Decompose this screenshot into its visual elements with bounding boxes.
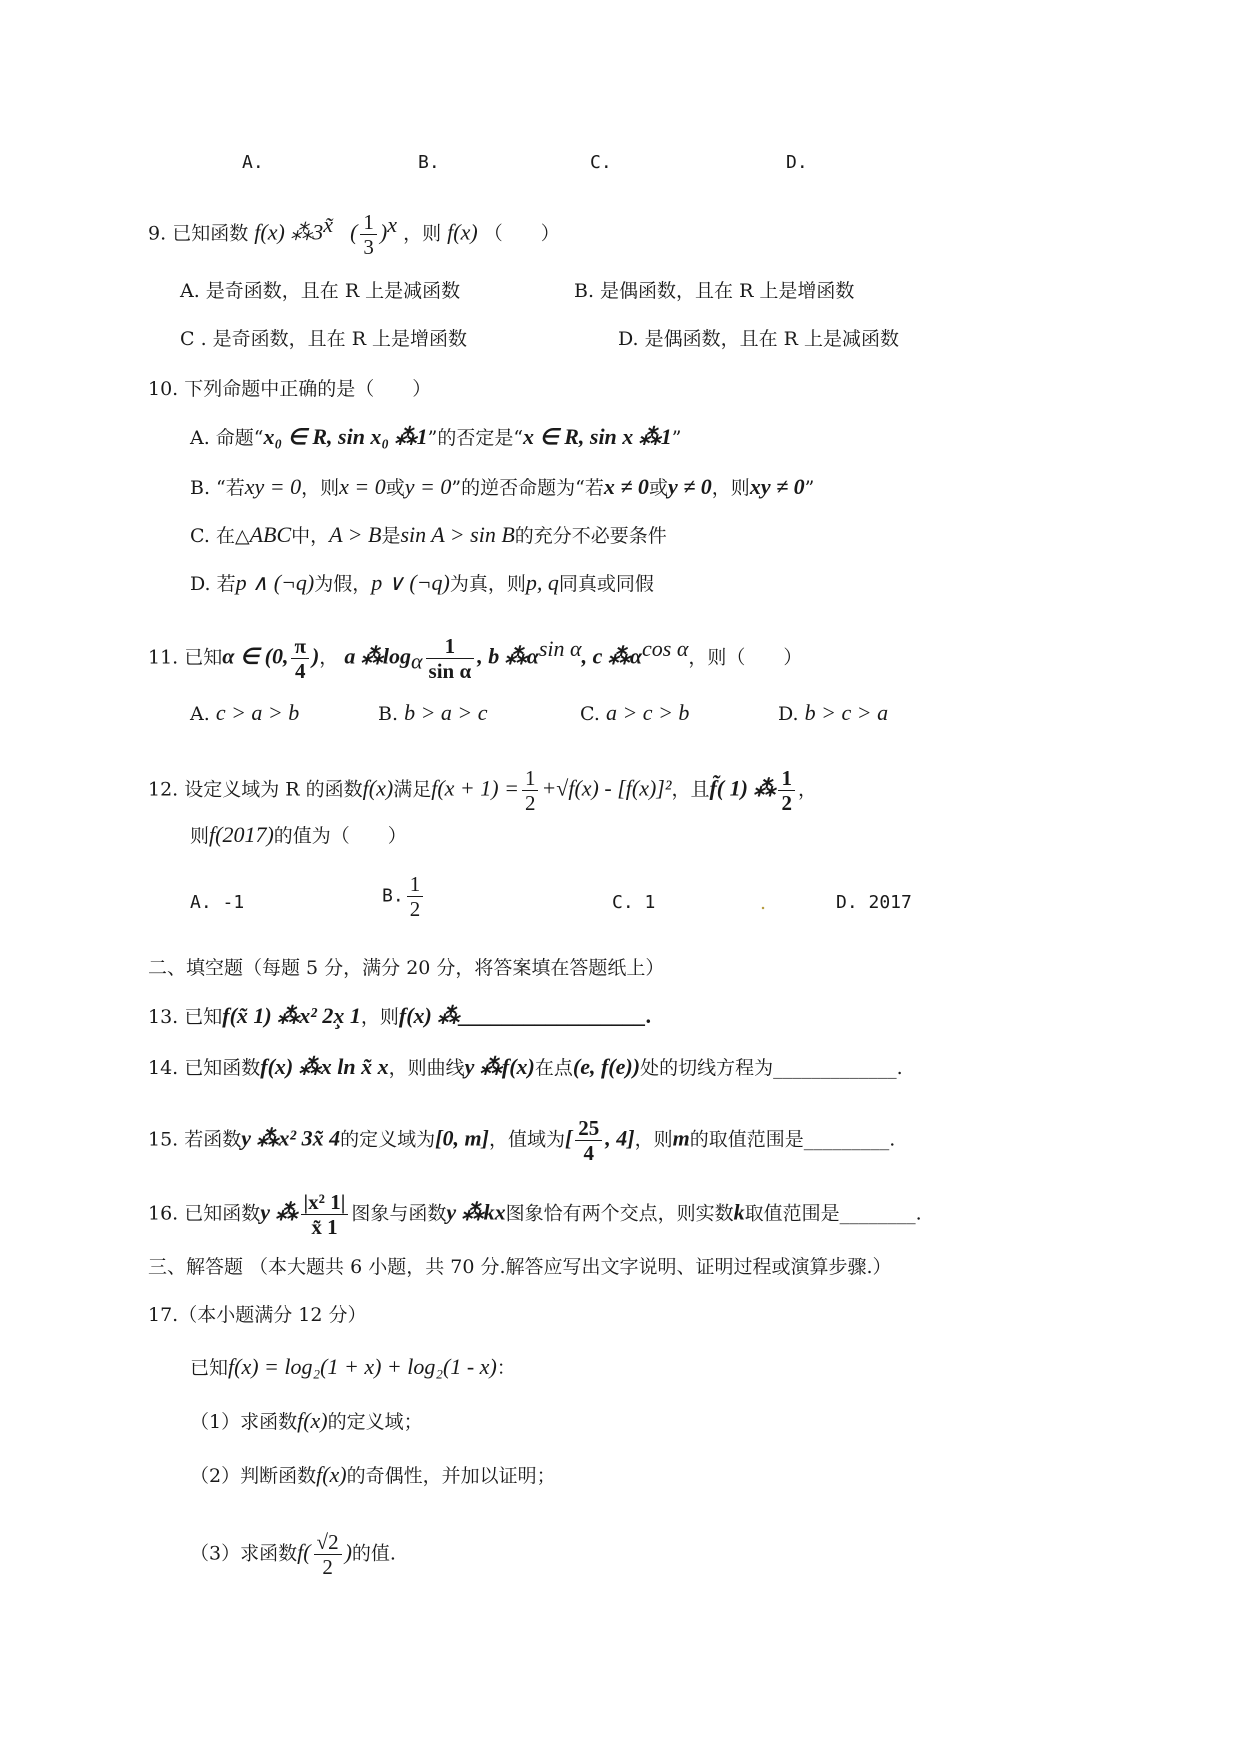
q12-option-b-fraction: $\frac{1}{2}$ [407, 872, 424, 921]
q9-stem-text: 已知函数 [172, 222, 249, 245]
q9-number: 9. [148, 222, 167, 245]
q9-option-d: D. 是偶函数，且在 R 上是减函数 [618, 328, 900, 350]
q17-part3: （3）求函数f( $\frac{√2}{2}$ )的值. [190, 1530, 396, 1579]
q14: 14. 已知函数f(x) ⁂x ln x̃ x，则曲线y ⁂f(x)在点(e, f(e))处的切线方程为_____________. [148, 1054, 903, 1079]
q14-answer-blank[interactable]: _____________. [773, 1057, 903, 1079]
q17-header: 17.（本小题满分 12 分） [148, 1304, 367, 1326]
q13: 13. 已知f(x̃ 1) ⁂x² 2x̧ 1，则f(x) ⁂_________________. [148, 1003, 652, 1028]
q9-option-c: C . 是奇函数，且在 R 上是增函数 [180, 328, 468, 350]
q9-exp: x̃ [323, 212, 334, 238]
q9-option-a: A. 是奇函数，且在 R 上是减函数 [180, 280, 461, 302]
q10-a-math1: x₀ ∈ R, sin x₀ ⁂1 [263, 424, 428, 449]
q11-log-fraction: $\frac{1}{\text{sin α}}$ [426, 634, 475, 683]
top-option-b: B. [418, 152, 440, 173]
q15-answer-blank[interactable]: _________. [803, 1128, 896, 1151]
q9-function: f(x) ⁂3 [254, 219, 324, 245]
section-3-heading: 三、解答题 （本大题共 6 小题，共 70 分.解答应写出文字说明、证明过程或演算步骤.） [148, 1256, 892, 1278]
q10-option-b: B. “若xy = 0，则x = 0或y = 0”的逆否命题为“若x ≠ 0或y ≠ 0，则xy ≠ 0” [190, 474, 815, 499]
q16-answer-blank[interactable]: ________. [839, 1202, 922, 1225]
q16-fraction: $\frac{\text{|x² 1|}}{x̃ 1}$ [301, 1190, 349, 1239]
top-options-row [0, 150, 1241, 176]
q15-fraction: $\frac{25}{4}$ [575, 1116, 602, 1165]
q16: 16. 已知函数y ⁂ $\frac{\text{|x² 1|}}{x̃ 1}$ 图象与函数y ⁂kx图象恰有两个交点，则实数k取值范围是________. [148, 1190, 922, 1239]
top-option-d: D. [786, 152, 808, 173]
q17-given: 已知f(x) = log₂(1 + x) + log₂(1 - x)： [190, 1354, 516, 1379]
q10-a-math2: x ∈ R, sin x ⁂1 [523, 424, 672, 449]
q10-option-c: C. 在△ABC中，A > B是sin A > sin B的充分不必要条件 [190, 522, 667, 547]
q9-paren: （ ） [483, 222, 560, 245]
top-option-a: A. [242, 152, 264, 173]
q12-half: $\frac{1}{2}$ [522, 766, 539, 815]
q17-sqrt2-fraction: $\frac{√2}{2}$ [314, 1530, 342, 1579]
q9-post-text: ，则 [403, 222, 442, 245]
q9-fraction: $\frac{1}{3}$ [360, 210, 377, 259]
q12-line2: 则f(2017)的值为（ ） [190, 822, 407, 847]
q17-part2: （2）判断函数f(x)的奇偶性，并加以证明； [190, 1462, 556, 1487]
q9-frac-exp: x [387, 212, 398, 238]
q9-fx: f(x) [447, 219, 478, 245]
q15: 15. 若函数y ⁂x² 3x̃ 4的定义域为[0, m]，值域为[ $\frac{25}{4}$ , 4]，则m的取值范围是_________. [148, 1116, 896, 1165]
q10-option-a: A. 命题“x₀ ∈ R, sin x₀ ⁂1”的否定是“x ∈ R, sin x ⁂1” [190, 424, 682, 449]
q9-option-b: B. 是偶函数，且在 R 上是增函数 [574, 280, 855, 302]
top-option-c: C. [590, 152, 612, 173]
q12-stem: 12. 设定义域为 R 的函数f(x)满足f(x + 1) = $\frac{1}{2}$ +√f(x) - [f(x)]²，且f̃( 1) ⁂ $\frac{1}{2}$ ， [148, 766, 817, 815]
q9-stem: 9. 已知函数 f(x) $⁂3^{x̃}$ ( $\frac{1}{3}$ )$^x$ ，则 f(x) （ ） [148, 210, 560, 259]
q12-half-bold: $\frac{1}{2}$ [778, 766, 795, 815]
section-2-heading: 二、填空题（每题 5 分，满分 20 分，将答案填在答题纸上） [148, 957, 665, 979]
q11-stem: 11. 已知α ∈ (0, $\frac{\pi}{4}$ )， a $⁂\log_\alpha$ $\frac{1}{\text{sin α}}$ , b $⁂\alpha^{sin \alpha}$, c $⁂\alpha^{cos \alpha}$，则（ ） [148, 634, 803, 683]
q11-pi-fraction: $\frac{\pi}{4}$ [291, 634, 309, 683]
q10-option-d: D. 若p ∧ (¬q)为假，p ∨ (¬q)为真，则p, q同真或同假 [190, 570, 654, 595]
q13-answer-blank[interactable]: _________________. [459, 1003, 652, 1028]
q10-stem: 10. 下列命题中正确的是（ ） [148, 378, 432, 400]
q17-part1: （1）求函数f(x)的定义域； [190, 1408, 423, 1433]
